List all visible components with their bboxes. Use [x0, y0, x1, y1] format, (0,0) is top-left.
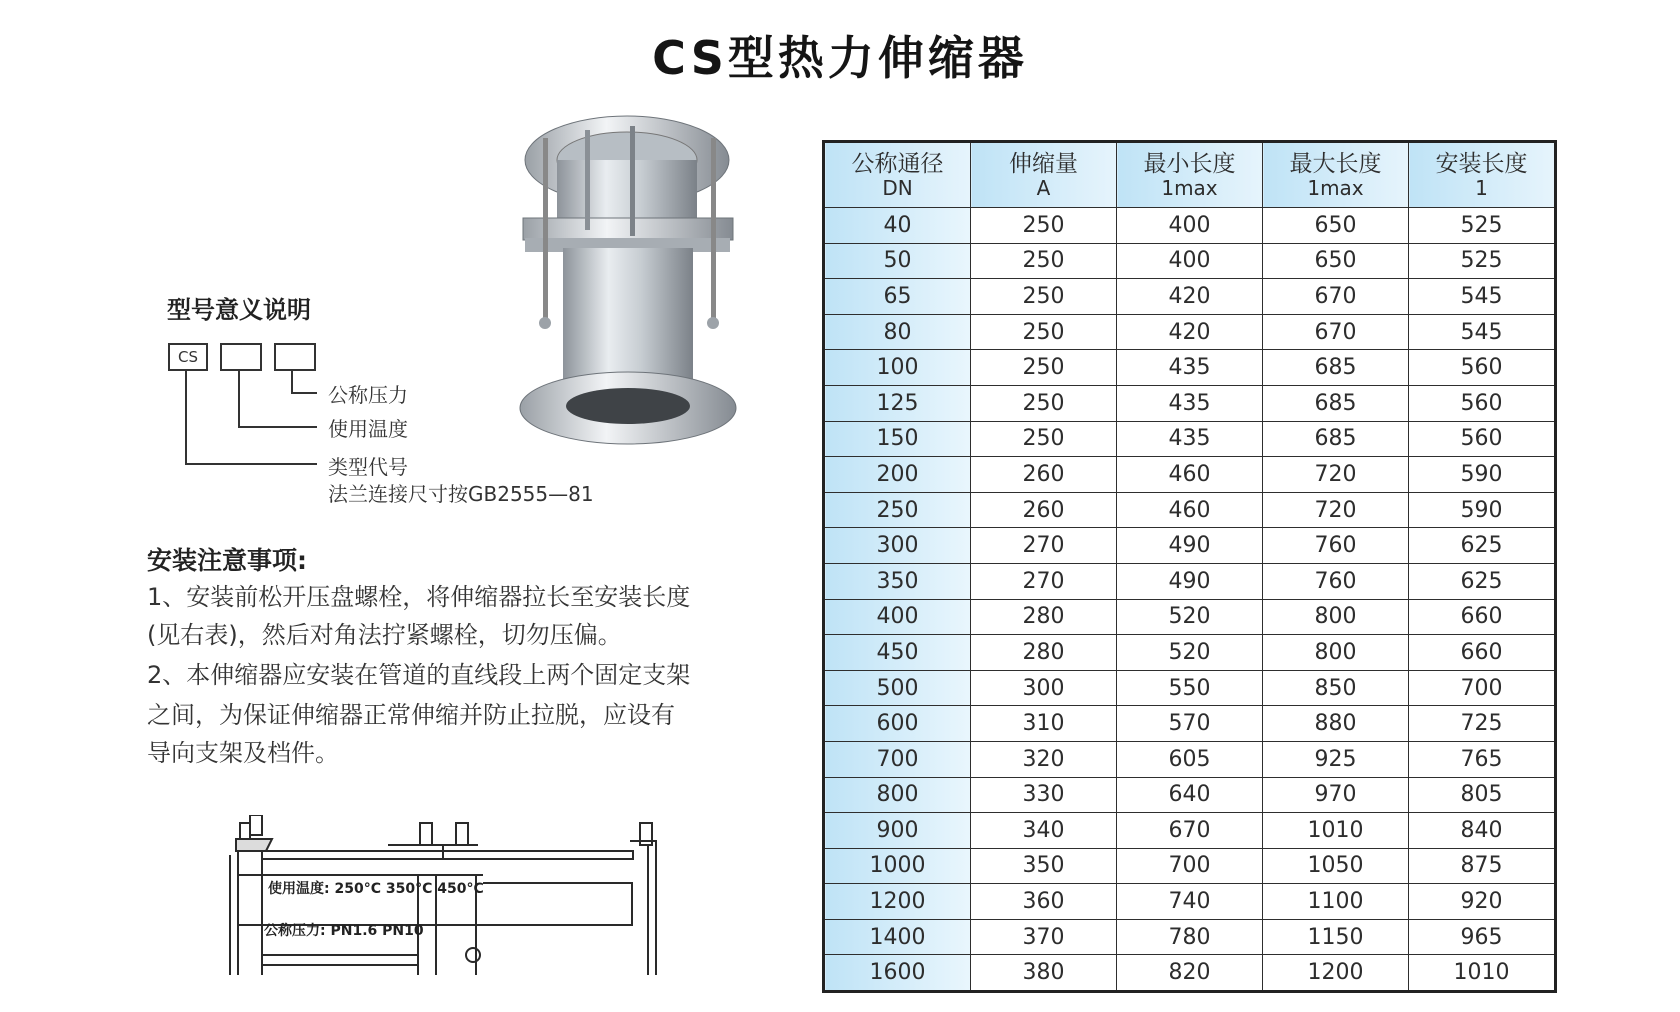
- table-cell: 1150: [1263, 919, 1409, 955]
- table-row: [824, 884, 1556, 920]
- table-cell: 520: [1117, 599, 1263, 635]
- table-row: [824, 848, 1556, 884]
- table-cell: 280: [971, 635, 1117, 671]
- table-cell: 260: [971, 492, 1117, 528]
- table-cell: 65: [824, 279, 971, 315]
- table-cell: 250: [971, 350, 1117, 386]
- table-cell: 765: [1409, 741, 1556, 777]
- table-cell: 520: [1117, 635, 1263, 671]
- table-cell: 800: [1263, 635, 1409, 671]
- table-cell: 1600: [824, 955, 971, 992]
- table-cell: 500: [824, 670, 971, 706]
- table-cell: 1200: [824, 884, 971, 920]
- table-cell: 1010: [1263, 813, 1409, 849]
- header-nominal-diameter: 公称通径 DN: [824, 142, 971, 208]
- table-cell: 700: [1117, 848, 1263, 884]
- table-cell: 200: [824, 457, 971, 493]
- table-cell: 320: [971, 741, 1117, 777]
- connector-line: [291, 371, 293, 393]
- table-cell: 740: [1117, 884, 1263, 920]
- table-cell: 685: [1263, 421, 1409, 457]
- table-row: [824, 741, 1556, 777]
- installation-note-line: 1、安装前松开压盘螺栓，将伸缩器拉长至安装长度: [147, 583, 691, 611]
- table-cell: 310: [971, 706, 1117, 742]
- table-cell: 700: [1409, 670, 1556, 706]
- table-row: [824, 279, 1556, 315]
- table-row: [824, 243, 1556, 279]
- label-nominal-pressure: 公称压力: [328, 383, 408, 407]
- header-expansion: 伸缩量 A: [971, 142, 1117, 208]
- table-cell: 380: [971, 955, 1117, 992]
- connector-line: [238, 426, 317, 428]
- table-cell: 545: [1409, 314, 1556, 350]
- table-cell: 660: [1409, 599, 1556, 635]
- table-cell: 760: [1263, 528, 1409, 564]
- installation-note-line: 导向支架及档件。: [147, 739, 339, 767]
- table-cell: 420: [1117, 314, 1263, 350]
- specification-table: [822, 140, 1557, 993]
- table-cell: 435: [1117, 421, 1263, 457]
- model-code-box-temperature: [220, 343, 262, 371]
- table-cell: 435: [1117, 385, 1263, 421]
- table-cell: 640: [1117, 777, 1263, 813]
- installation-note-line: (见右表)，然后对角法拧紧螺栓，切勿压偏。: [147, 621, 622, 649]
- installation-note-line: 之间，为保证伸缩器正常伸缩并防止拉脱，应设有: [147, 701, 675, 729]
- table-row: [824, 208, 1556, 244]
- table-cell: 820: [1117, 955, 1263, 992]
- installation-note-line: 2、本伸缩器应安装在管道的直线段上两个固定支架: [147, 661, 691, 689]
- table-row: [824, 813, 1556, 849]
- table-cell: 490: [1117, 528, 1263, 564]
- table-row: [824, 314, 1556, 350]
- table-cell: 1000: [824, 848, 971, 884]
- table-cell: 250: [971, 314, 1117, 350]
- table-cell: 340: [971, 813, 1117, 849]
- table-cell: 250: [824, 492, 971, 528]
- table-cell: 850: [1263, 670, 1409, 706]
- table-row: [824, 528, 1556, 564]
- connector-line: [185, 371, 187, 464]
- table-cell: 330: [971, 777, 1117, 813]
- table-cell: 490: [1117, 563, 1263, 599]
- table-cell: 605: [1117, 741, 1263, 777]
- installation-notes-heading: 安装注意事项:: [147, 546, 307, 575]
- table-cell: 720: [1263, 457, 1409, 493]
- flange-standard-note: 法兰连接尺寸按GB2555—81: [328, 482, 594, 506]
- table-row: [824, 421, 1556, 457]
- table-row: [824, 563, 1556, 599]
- table-cell: 720: [1263, 492, 1409, 528]
- table-cell: 460: [1117, 492, 1263, 528]
- table-cell: 50: [824, 243, 971, 279]
- table-cell: 525: [1409, 208, 1556, 244]
- table-cell: 800: [824, 777, 971, 813]
- table-cell: 625: [1409, 528, 1556, 564]
- table-cell: 780: [1117, 919, 1263, 955]
- table-cell: 270: [971, 563, 1117, 599]
- table-cell: 670: [1117, 813, 1263, 849]
- connector-line: [291, 392, 317, 394]
- table-cell: 570: [1117, 706, 1263, 742]
- table-row: [824, 385, 1556, 421]
- table-cell: 525: [1409, 243, 1556, 279]
- table-cell: 1400: [824, 919, 971, 955]
- table-row: [824, 955, 1556, 992]
- header-min-length: 最小长度 1max: [1117, 142, 1263, 208]
- drawing-temperature-label: 使用温度: 250°C 350°C 450°C: [268, 881, 484, 897]
- table-cell: 875: [1409, 848, 1556, 884]
- table-cell: 400: [1117, 208, 1263, 244]
- table-row: [824, 457, 1556, 493]
- table-cell: 725: [1409, 706, 1556, 742]
- model-code-box-pressure: [274, 343, 316, 371]
- table-cell: 300: [824, 528, 971, 564]
- table-cell: 125: [824, 385, 971, 421]
- table-cell: 545: [1409, 279, 1556, 315]
- table-cell: 250: [971, 279, 1117, 315]
- table-cell: 650: [1263, 208, 1409, 244]
- label-service-temperature: 使用温度: [328, 417, 408, 441]
- table-cell: 350: [824, 563, 971, 599]
- table-cell: 260: [971, 457, 1117, 493]
- table-cell: 700: [824, 741, 971, 777]
- table-cell: 300: [971, 670, 1117, 706]
- header-max-length: 最大长度 1max: [1263, 142, 1409, 208]
- table-cell: 250: [971, 385, 1117, 421]
- table-cell: 550: [1117, 670, 1263, 706]
- model-code-box-cs: CS: [168, 343, 208, 371]
- table-cell: 250: [971, 421, 1117, 457]
- page-title: CS型热力伸缩器: [652, 31, 1028, 85]
- table-cell: 80: [824, 314, 971, 350]
- table-cell: 920: [1409, 884, 1556, 920]
- table-cell: 660: [1409, 635, 1556, 671]
- table-cell: 560: [1409, 385, 1556, 421]
- table-cell: 250: [971, 243, 1117, 279]
- table-cell: 460: [1117, 457, 1263, 493]
- table-cell: 250: [971, 208, 1117, 244]
- table-row: [824, 919, 1556, 955]
- table-row: [824, 599, 1556, 635]
- table-cell: 925: [1263, 741, 1409, 777]
- table-cell: 560: [1409, 350, 1556, 386]
- table-cell: 1200: [1263, 955, 1409, 992]
- table-cell: 600: [824, 706, 971, 742]
- table-cell: 1050: [1263, 848, 1409, 884]
- table-cell: 150: [824, 421, 971, 457]
- table-cell: 100: [824, 350, 971, 386]
- table-cell: 670: [1263, 314, 1409, 350]
- table-cell: 900: [824, 813, 971, 849]
- table-cell: 760: [1263, 563, 1409, 599]
- table-row: [824, 635, 1556, 671]
- label-type-code: 类型代号: [328, 455, 408, 479]
- model-explanation-heading: 型号意义说明: [167, 296, 311, 324]
- table-cell: 1010: [1409, 955, 1556, 992]
- table-cell: 560: [1409, 421, 1556, 457]
- table-cell: 625: [1409, 563, 1556, 599]
- table-header-row: [824, 142, 1556, 208]
- connector-line: [238, 371, 240, 427]
- table-cell: 805: [1409, 777, 1556, 813]
- table-cell: 450: [824, 635, 971, 671]
- table-row: [824, 777, 1556, 813]
- table-cell: 650: [1263, 243, 1409, 279]
- table-cell: 350: [971, 848, 1117, 884]
- table-cell: 420: [1117, 279, 1263, 315]
- connector-line: [185, 463, 317, 465]
- technical-drawing: [228, 815, 698, 985]
- table-cell: 360: [971, 884, 1117, 920]
- table-cell: 800: [1263, 599, 1409, 635]
- table-row: [824, 670, 1556, 706]
- table-cell: 40: [824, 208, 971, 244]
- header-install-length: 安装长度 1: [1409, 142, 1556, 208]
- table-cell: 590: [1409, 492, 1556, 528]
- drawing-pressure-label: 公称压力: PN1.6 PN10: [264, 923, 424, 939]
- table-cell: 685: [1263, 350, 1409, 386]
- table-cell: 840: [1409, 813, 1556, 849]
- table-cell: 1100: [1263, 884, 1409, 920]
- table-body: [824, 208, 1556, 992]
- table-cell: 370: [971, 919, 1117, 955]
- model-code-diagram: [160, 335, 620, 505]
- table-cell: 670: [1263, 279, 1409, 315]
- table-header: [824, 142, 1556, 208]
- table-row: [824, 350, 1556, 386]
- table-cell: 965: [1409, 919, 1556, 955]
- table-row: [824, 706, 1556, 742]
- table-cell: 970: [1263, 777, 1409, 813]
- table-cell: 400: [1117, 243, 1263, 279]
- table-row: [824, 492, 1556, 528]
- table-cell: 435: [1117, 350, 1263, 386]
- table-cell: 880: [1263, 706, 1409, 742]
- table-cell: 280: [971, 599, 1117, 635]
- table-cell: 270: [971, 528, 1117, 564]
- table-cell: 400: [824, 599, 971, 635]
- table-cell: 685: [1263, 385, 1409, 421]
- table-cell: 590: [1409, 457, 1556, 493]
